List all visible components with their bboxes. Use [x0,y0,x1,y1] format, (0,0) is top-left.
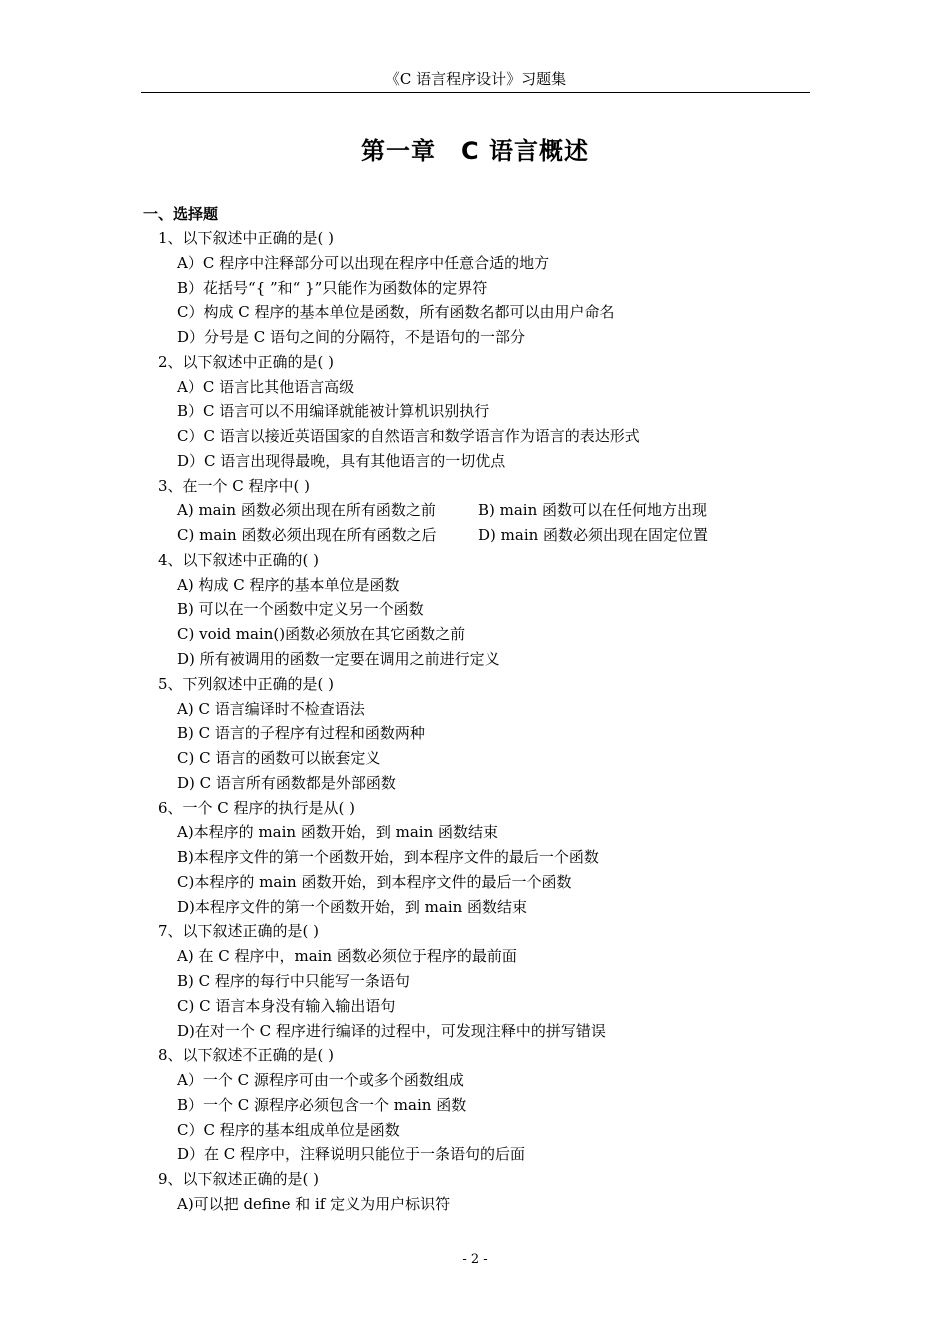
question-stem: 7、以下叙述正确的是( ) [158,922,320,941]
question-option: A) C 语言编译时不检查语法 [177,699,365,718]
question-option: B) C 程序的每行中只能写一条语句 [177,971,410,990]
question-option: B)本程序文件的第一个函数开始，到本程序文件的最后一个函数 [177,848,599,867]
question-option: D）在 C 程序中，注释说明只能位于一条语句的后面 [177,1145,526,1164]
question-option: A）C 程序中注释部分可以出现在程序中任意合适的地方 [177,253,550,272]
question-option: D）分号是 C 语句之间的分隔符，不是语句的一部分 [177,328,526,347]
question-option: D)在对一个 C 程序进行编译的过程中，可发现注释中的拼写错误 [177,1021,606,1040]
chapter-title: 第一章 C 语言概述 [361,137,589,165]
question-stem: 8、以下叙述不正确的是( ) [158,1046,335,1065]
question-option: B) main 函数可以在任何地方出现 [478,501,708,520]
question-option: D) main 函数必须出现在固定位置 [478,526,709,545]
question-option: B) C 语言的子程序有过程和函数两种 [177,724,425,743]
section-title: 一、选择题 [143,205,219,223]
question-option: D）C 语言出现得最晚，具有其他语言的一切优点 [177,451,506,470]
question-option: C）C 程序的基本组成单位是函数 [177,1120,400,1139]
question-stem: 1、以下叙述中正确的是( ) [158,229,335,247]
question-option: C）C 语言以接近英语国家的自然语言和数学语言作为语言的表达形式 [177,427,640,446]
question-8 [0,1043,950,1167]
question-option: A) main 函数必须出现在所有函数之前 [177,501,436,520]
question-stem: 6、一个 C 程序的执行是从( ) [158,798,356,817]
question-option: A) 在 C 程序中，main 函数必须位于程序的最前面 [177,947,517,966]
question-stem: 5、下列叙述中正确的是( ) [158,674,335,693]
question-option: C) main 函数必须出现在所有函数之后 [177,526,437,545]
question-list [0,226,950,1217]
question-option: C) C 语言本身没有输入输出语句 [177,996,396,1015]
question-option: B）花括号“{ ”和“ }”只能作为函数体的定界符 [177,278,488,297]
question-option: A）C 语言比其他语言高级 [177,377,355,396]
running-header: 《C 语言程序设计》习题集 [384,70,567,88]
question-stem: 3、在一个 C 程序中( ) [158,476,311,495]
header-rule [141,92,810,93]
question-1 [0,226,950,350]
question-2 [0,350,950,474]
question-option: B）C 语言可以不用编译就能被计算机识别执行 [177,402,490,421]
question-option: A）一个 C 源程序可由一个或多个函数组成 [177,1071,464,1090]
page-number: - 2 - [462,1252,488,1267]
question-option: C）构成 C 程序的基本单位是函数，所有函数名都可以由用户命名 [177,303,615,322]
question-option: A)可以把 define 和 if 定义为用户标识符 [177,1194,451,1213]
question-option: D)本程序文件的第一个函数开始，到 main 函数结束 [177,897,528,916]
question-option: D) C 语言所有函数都是外部函数 [177,773,396,792]
question-option-row [0,498,950,523]
question-3 [0,474,950,548]
question-stem: 4、以下叙述中正确的( ) [158,550,320,569]
question-option-row [0,523,950,548]
question-9 [0,1167,950,1217]
question-4 [0,548,950,672]
question-5 [0,672,950,796]
question-option: B) 可以在一个函数中定义另一个函数 [177,600,424,619]
question-option: D) 所有被调用的函数一定要在调用之前进行定义 [177,650,500,669]
question-stem: 2、以下叙述中正确的是( ) [158,352,335,371]
question-7 [0,919,950,1043]
question-6 [0,796,950,920]
question-option: A) 构成 C 程序的基本单位是函数 [177,575,400,594]
question-option: A)本程序的 main 函数开始，到 main 函数结束 [177,823,499,842]
question-option: C) C 语言的函数可以嵌套定义 [177,749,381,768]
question-stem: 9、以下叙述正确的是( ) [158,1170,320,1189]
question-option: C)本程序的 main 函数开始，到本程序文件的最后一个函数 [177,872,572,891]
question-option: B）一个 C 源程序必须包含一个 main 函数 [177,1095,467,1114]
question-option: C) void main()函数必须放在其它函数之前 [177,625,466,644]
